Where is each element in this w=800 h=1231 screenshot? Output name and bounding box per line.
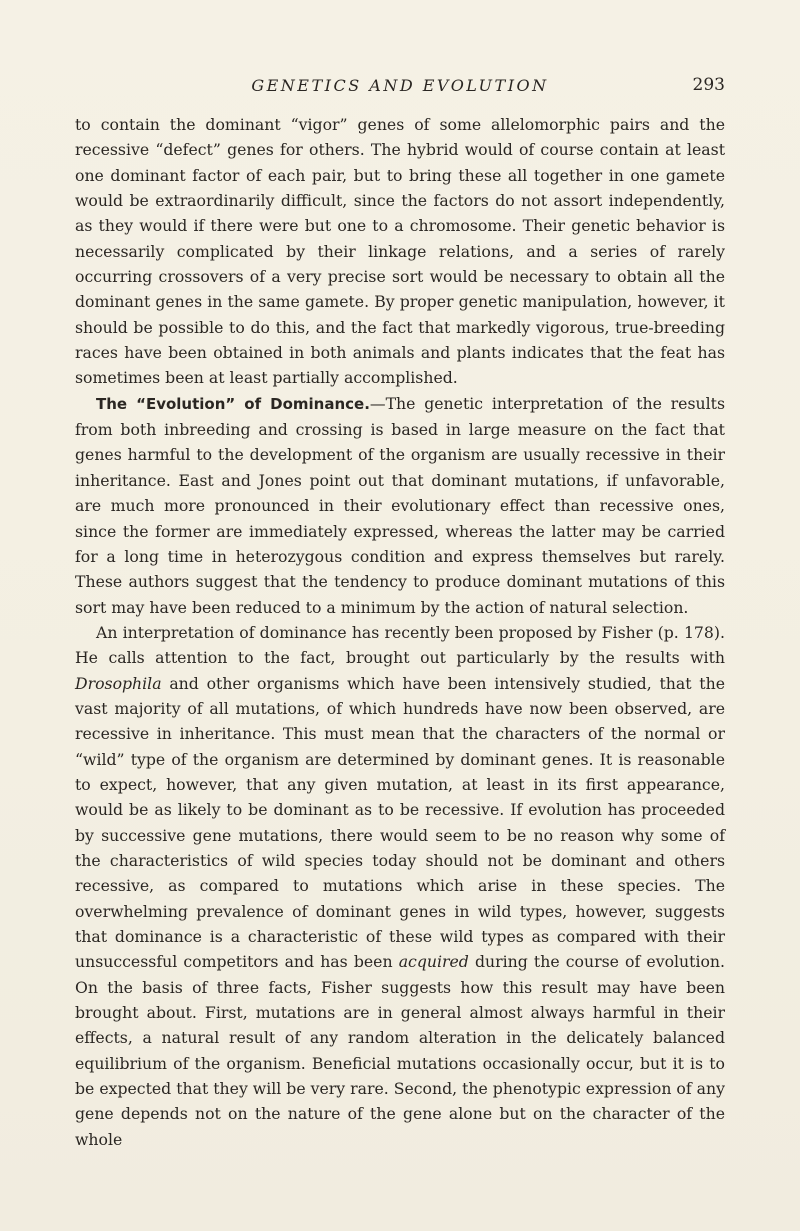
paragraph-dominance-evolution [75, 391, 725, 620]
body-text [75, 112, 725, 1152]
paragraph-text: to contain the dominant “vigor” genes of some allelomorphic pairs and the recessive “defect” genes for others. The hybrid would of course contain at least one dominant factor of each pair, but to bring these all together in one gamete would be extraordinarily difficult, since the factors do not assort independently, as they would if there were but one to a chromosome. Their genetic behavior is necessarily complicated by their linkage relations, and a series of rarely occurring crossovers of a very precise sort would be necessary to obtain all the dominant genes in the same gamete. By proper genetic manipulation, however, it should be possible to do this, and the fact that markedly vigorous, true-breeding races have been obtained in both animals and plants indicates that the feat has sometimes been at least partially accomplished. [75, 115, 725, 388]
paragraph-text: during the course of evolution. On the basis of three facts, Fisher suggests how this result may have been brought about. First, mutations are in general almost always harmful in their effects, a natural result of any random alteration in the delicately balanced equilibrium of the organism. Beneficial mutations occasionally occur, but it is to be expected that they will be very rare. Second, the phenotypic expression of any gene depends not on the nature of the gene alone but on the character of the whole [75, 952, 726, 1149]
italic-term-acquired: acquired [398, 952, 469, 972]
paragraph-text: and other organisms which have been intensively studied, that the vast majority of all mutations, of which hundreds have now been observed, are recessive in inheritance. This must mean that the characters of the normal or “wild” type of the organism are determined by dominant genes. It is reasonable to expect, however, that any given mutation, at least in its first appearance, would be as likely to be dominant as to be recessive. If evolution has proceeded by successive gene mutations, there would seem to be no reason why some of the characteristics of wild species today should not be dominant and others recessive, as compared to mutations which arise in these species. The overwhelming prevalence of dominant genes in wild types, however, suggests that dominance is a characteristic of these wild types as compared with their unsuccessful competitors and has been [75, 673, 725, 972]
section-run-in-heading: The “Evolution” of Dominance. [96, 394, 370, 413]
page-number: 293 [692, 75, 725, 95]
paragraph-text: —The genetic interpretation of the results from both inbreeding and crossing is based in large measure on the fact that genes harmful to the development of the organism are usually recessive in their inheritance. East and Jones point out that dominant mutations, if unfavorable, are much more pronounced in their evolutionary effect than recessive ones, since the former are immediately expressed, whereas the latter may be carried for a long time in heterozygous condition and express themselves but rarely. These authors suggest that the tendency to produce dominant mutations of this sort may have been reduced to a minimum by the action of natural selection. [75, 393, 725, 617]
running-title: GENETICS AND EVOLUTION [251, 76, 549, 95]
page-header [75, 72, 725, 102]
paragraph-fisher [75, 620, 725, 1152]
paragraph-continuation [75, 112, 725, 391]
paragraph-text: An interpretation of dominance has recently been proposed by Fisher (p. 178). He calls attention to the fact, brought out particularly by the results with [75, 622, 725, 668]
italic-term-drosophila: Drosophila [75, 673, 162, 693]
